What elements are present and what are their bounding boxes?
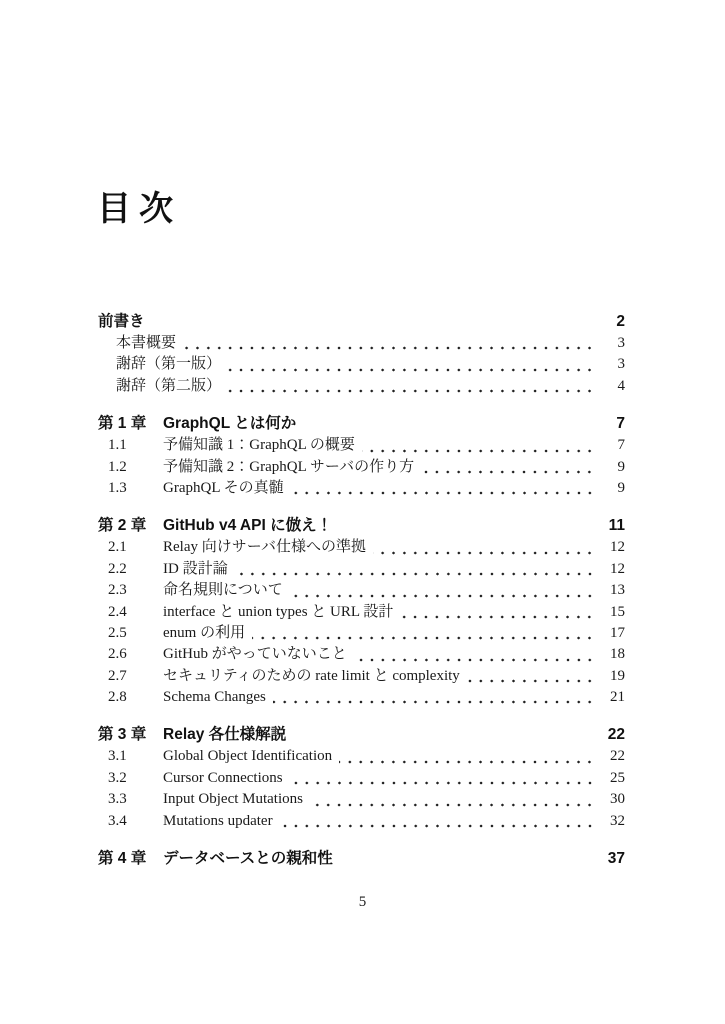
section-page-number: 7 xyxy=(617,437,625,454)
section-page-number: 3 xyxy=(617,356,625,373)
dotted-leader xyxy=(362,435,596,456)
section-page-number: 30 xyxy=(610,791,625,808)
dotted-leader xyxy=(290,580,596,601)
section-number: 3.2 xyxy=(108,769,127,786)
section-title: 謝辞（第二版） xyxy=(116,377,222,394)
section-page-number: 21 xyxy=(610,689,625,706)
dotted-leader xyxy=(373,537,596,558)
section-title: セキュリティのための rate limit と complexity xyxy=(163,667,460,684)
chapter-title: 前書き xyxy=(98,313,145,330)
section-number: 2.3 xyxy=(108,582,127,599)
chapter-page-number: 7 xyxy=(616,415,625,433)
dotted-leader xyxy=(183,333,596,354)
toc-entry-row[interactable] xyxy=(98,746,625,767)
toc-entry-row[interactable] xyxy=(98,354,625,375)
dotted-leader xyxy=(467,666,596,687)
section-number: 1.1 xyxy=(108,437,127,454)
dotted-leader xyxy=(273,687,596,708)
section-number: 1.3 xyxy=(108,479,127,496)
section-number: 2.4 xyxy=(108,603,127,620)
section-title: Relay 向けサーバ仕様への準拠 xyxy=(163,539,366,556)
toc-entry-row[interactable] xyxy=(98,644,625,665)
section-page-number: 12 xyxy=(610,539,625,556)
chapter-page-number: 2 xyxy=(616,313,625,330)
section-page-number: 19 xyxy=(610,667,625,684)
section-page-number: 18 xyxy=(610,646,625,663)
dotted-leader xyxy=(291,478,596,499)
dotted-leader xyxy=(235,559,596,580)
toc-entry-row[interactable] xyxy=(98,537,625,558)
dotted-leader xyxy=(228,376,596,397)
toc-chapter-heading-row[interactable] xyxy=(98,412,625,435)
toc-entry-row[interactable] xyxy=(98,435,625,456)
dotted-leader xyxy=(252,623,596,644)
section-title: Input Object Mutations xyxy=(163,791,303,808)
section-title: 予備知識 1：GraphQL の概要 xyxy=(163,437,355,454)
section-number: 2.5 xyxy=(108,624,127,641)
section-page-number: 12 xyxy=(610,560,625,577)
section-page-number: 15 xyxy=(610,603,625,620)
section-number: 1.2 xyxy=(108,458,127,475)
section-title: 命名規則について xyxy=(163,582,283,599)
toc-entry-row[interactable] xyxy=(98,376,625,397)
section-title: GraphQL その真髄 xyxy=(163,479,284,496)
toc-group xyxy=(98,514,625,708)
chapter-title: GraphQL とは何か xyxy=(163,415,297,433)
section-title: 予備知識 2：GraphQL サーバの作り方 xyxy=(163,458,415,475)
section-title: 本書概要 xyxy=(116,335,177,351)
dotted-leader xyxy=(310,789,596,810)
chapter-label: 第 1 章 xyxy=(98,415,147,433)
table-of-contents xyxy=(98,310,625,870)
toc-group xyxy=(98,310,625,397)
toc-entry-row[interactable] xyxy=(98,666,625,687)
section-title: GitHub がやっていないこと xyxy=(163,646,347,663)
toc-group xyxy=(98,412,625,499)
section-number: 3.3 xyxy=(108,791,127,808)
chapter-page-number: 37 xyxy=(607,850,625,868)
chapter-label: 第 3 章 xyxy=(98,726,147,744)
section-number: 2.1 xyxy=(108,539,127,556)
section-page-number: 25 xyxy=(610,769,625,786)
toc-entry-row[interactable] xyxy=(98,457,625,478)
toc-group xyxy=(98,847,625,870)
dotted-leader xyxy=(400,602,596,623)
toc-entry-row[interactable] xyxy=(98,789,625,810)
chapter-title: Relay 各仕様解説 xyxy=(163,726,287,744)
section-number: 3.4 xyxy=(108,812,127,829)
toc-chapter-heading-row[interactable] xyxy=(98,847,625,870)
dotted-leader xyxy=(421,457,596,478)
section-number: 2.2 xyxy=(108,560,127,577)
toc-entry-row[interactable] xyxy=(98,811,625,832)
section-title: 謝辞（第一版） xyxy=(116,356,222,373)
section-number: 2.6 xyxy=(108,646,127,663)
toc-entry-row[interactable] xyxy=(98,768,625,789)
toc-entry-row[interactable] xyxy=(98,478,625,499)
section-title: interface と union types と URL 設計 xyxy=(163,603,394,620)
section-title: Schema Changes xyxy=(163,689,266,706)
chapter-label: 第 2 章 xyxy=(98,517,147,535)
section-title: enum の利用 xyxy=(163,624,246,641)
chapter-title: データベースとの親和性 xyxy=(163,850,333,868)
toc-frontmatter-heading-row[interactable] xyxy=(98,310,625,333)
page-title: 目次 xyxy=(97,190,181,228)
section-title: Mutations updater xyxy=(163,812,273,829)
chapter-page-number: 22 xyxy=(607,726,625,744)
section-page-number: 13 xyxy=(610,582,625,599)
chapter-page-number: 11 xyxy=(608,517,625,535)
section-page-number: 32 xyxy=(610,812,625,829)
section-number: 2.8 xyxy=(108,689,127,706)
toc-entry-row[interactable] xyxy=(98,602,625,623)
section-page-number: 9 xyxy=(617,458,625,475)
section-number: 3.1 xyxy=(108,748,127,765)
toc-group xyxy=(98,723,625,832)
section-page-number: 9 xyxy=(617,479,625,496)
toc-chapter-heading-row[interactable] xyxy=(98,723,625,746)
chapter-title: GitHub v4 API に倣え！ xyxy=(163,517,333,535)
toc-entry-row[interactable] xyxy=(98,623,625,644)
toc-chapter-heading-row[interactable] xyxy=(98,514,625,537)
section-title: Cursor Connections xyxy=(163,769,283,786)
toc-entry-row[interactable] xyxy=(98,559,625,580)
toc-entry-row[interactable] xyxy=(98,580,625,601)
section-page-number: 22 xyxy=(610,748,625,765)
chapter-label: 第 4 章 xyxy=(98,850,147,868)
section-page-number: 3 xyxy=(617,335,625,351)
section-page-number: 4 xyxy=(617,377,625,394)
section-page-number: 17 xyxy=(610,624,625,641)
toc-entry-row[interactable] xyxy=(98,687,625,708)
section-title: ID 設計論 xyxy=(163,560,228,577)
section-title: Global Object Identification xyxy=(163,748,333,765)
dotted-leader xyxy=(354,644,596,665)
dotted-leader xyxy=(339,746,596,767)
dotted-leader xyxy=(280,811,596,832)
section-number: 2.7 xyxy=(108,667,127,684)
toc-entry-row[interactable] xyxy=(98,333,625,354)
dotted-leader xyxy=(290,768,596,789)
dotted-leader xyxy=(228,354,596,375)
footer-page-number: 5 xyxy=(358,894,367,910)
